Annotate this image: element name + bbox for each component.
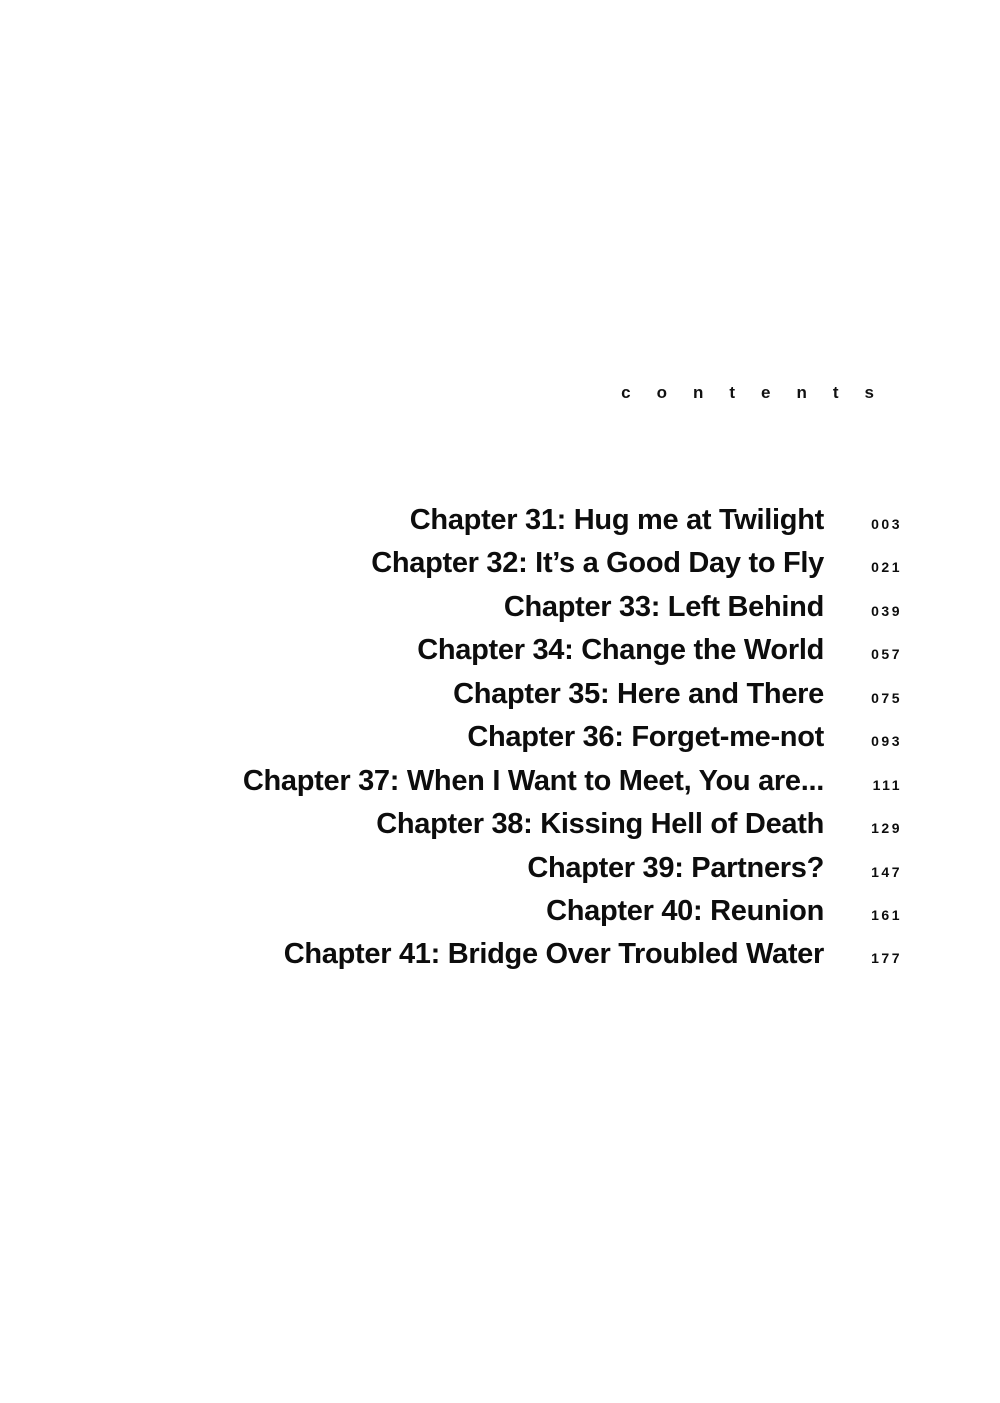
toc-entry-title: Chapter 39: Partners? [527,851,824,884]
toc-entry-page: 111 [872,776,902,793]
toc-entry[interactable] [0,505,1000,535]
toc-entry-title: Chapter 32: It’s a Good Day to Fly [371,547,824,580]
toc-entry-page: 093 [871,733,902,750]
toc-entry-title: Chapter 34: Change the World [417,634,824,667]
toc-entry[interactable] [0,548,1000,578]
toc-entry-page: 075 [871,689,902,706]
toc-entry[interactable] [0,809,1000,839]
contents-heading: contents [621,383,900,402]
toc-entry-page: 161 [871,906,902,923]
toc-entry-title: Chapter 36: Forget-me-not [467,721,824,754]
toc-entry[interactable] [0,896,1000,926]
toc-entry-title: Chapter 33: Left Behind [503,590,824,623]
toc-entry-title: Chapter 40: Reunion [546,894,824,927]
toc-entry[interactable] [0,592,1000,622]
toc-entry-page: 129 [871,820,902,837]
toc-entry[interactable] [0,939,1000,969]
toc-list [0,505,1000,983]
toc-entry-title: Chapter 41: Bridge Over Troubled Water [283,938,824,971]
toc-entry[interactable] [0,766,1000,796]
toc-entry-page: 021 [871,559,902,576]
toc-entry-title: Chapter 31: Hug me at Twilight [409,504,824,536]
toc-entry[interactable] [0,853,1000,883]
toc-entry-page: 057 [871,646,902,663]
toc-entry-title: Chapter 35: Here and There [453,677,824,710]
toc-entry[interactable] [0,722,1000,752]
toc-entry-page: 147 [871,863,902,880]
toc-entry-page: 177 [871,950,902,967]
toc-entry-title: Chapter 38: Kissing Hell of Death [376,808,824,841]
toc-entry[interactable] [0,635,1000,665]
toc-entry[interactable] [0,679,1000,709]
toc-entry-page: 003 [871,516,902,532]
toc-entry-title: Chapter 37: When I Want to Meet, You are... [242,764,824,797]
toc-entry-page: 039 [871,602,902,619]
